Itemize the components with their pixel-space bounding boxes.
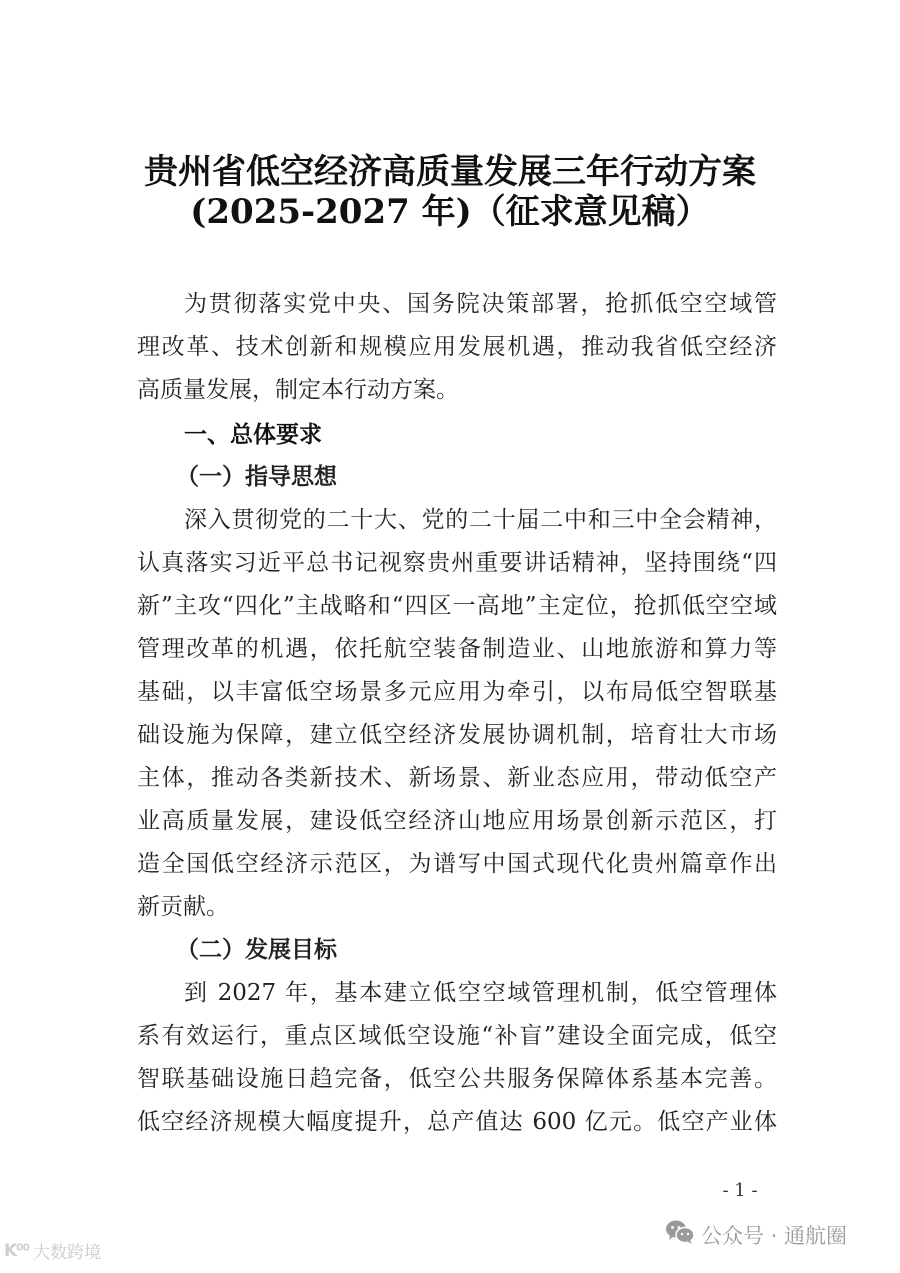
body-paragraph-line: 造全国低空经济示范区，为谱写中国式现代化贵州篇章作出 bbox=[137, 851, 777, 877]
subsection-heading: （一）指导思想 bbox=[176, 463, 337, 490]
brand-logo-icon: K⁰⁰ bbox=[4, 1240, 30, 1261]
body-paragraph-line: 低空经济规模大幅度提升，总产值达 600 亿元。低空产业体 bbox=[137, 1109, 777, 1135]
body-paragraph-line: 新贡献。 bbox=[137, 894, 229, 920]
subsection-heading: （二）发展目标 bbox=[176, 936, 337, 963]
body-paragraph-line: 深入贯彻党的二十大、党的二十届二中和三中全会精神， bbox=[184, 507, 777, 533]
intro-paragraph-line: 高质量发展，制定本行动方案。 bbox=[137, 377, 459, 403]
body-paragraph-line: 新”主攻“四化”主战略和“四区一高地”主定位，抢抓低空空域 bbox=[137, 593, 777, 619]
body-paragraph-line: 基础，以丰富低空场景多元应用为牵引，以布局低空智联基 bbox=[137, 679, 777, 705]
brand-watermark bbox=[4, 1238, 101, 1263]
section-heading: 一、总体要求 bbox=[184, 422, 322, 448]
brand-watermark-text: 大数跨境 bbox=[33, 1243, 102, 1263]
body-paragraph-line: 业高质量发展，建设低空经济山地应用场景创新示范区，打 bbox=[137, 808, 777, 834]
intro-paragraph-line: 理改革、技术创新和规模应用发展机遇，推动我省低空经济 bbox=[137, 334, 777, 360]
body-paragraph-line: 智联基础设施日趋完备，低空公共服务保障体系基本完善。 bbox=[137, 1066, 777, 1092]
document-title-line2: (2025-2027 年)（征求意见稿） bbox=[190, 192, 710, 232]
body-paragraph-line: 到 2027 年，基本建立低空空域管理机制，低空管理体 bbox=[184, 980, 777, 1006]
page-number: - 1 - bbox=[722, 1180, 758, 1201]
wechat-watermark-text: 公众号 · 通航圈 bbox=[701, 1223, 848, 1248]
body-paragraph-line: 主体，推动各类新技术、新场景、新业态应用，带动低空产 bbox=[137, 765, 777, 791]
body-paragraph-line: 管理改革的机遇，依托航空装备制造业、山地旅游和算力等 bbox=[137, 636, 777, 662]
wechat-watermark bbox=[665, 1219, 847, 1250]
intro-paragraph-line: 为贯彻落实党中央、国务院决策部署，抢抓低空空域管 bbox=[184, 291, 777, 317]
wechat-icon bbox=[665, 1219, 695, 1250]
body-paragraph-line: 系有效运行，重点区域低空设施“补盲”建设全面完成，低空 bbox=[137, 1023, 777, 1049]
document-title-line1: 贵州省低空经济高质量发展三年行动方案 bbox=[144, 152, 756, 192]
body-paragraph-line: 认真落实习近平总书记视察贵州重要讲话精神，坚持围绕“四 bbox=[137, 550, 777, 576]
body-paragraph-line: 础设施为保障，建立低空经济发展协调机制，培育壮大市场 bbox=[137, 722, 777, 748]
